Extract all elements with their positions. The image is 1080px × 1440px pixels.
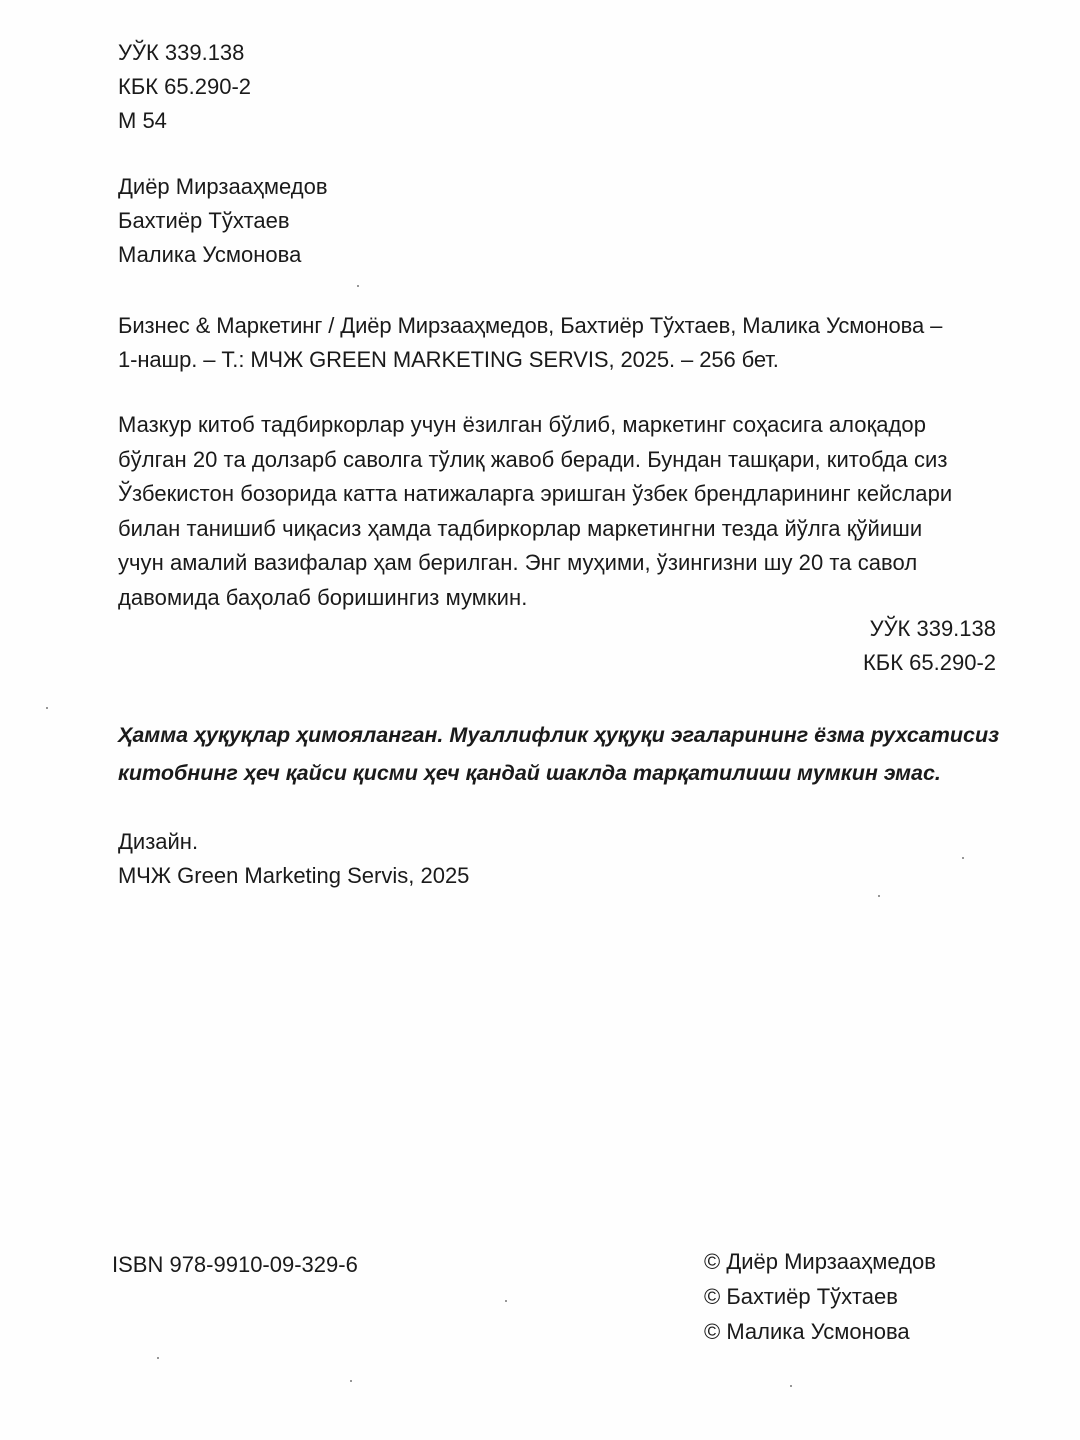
scan-speck <box>357 285 359 287</box>
bbk-code: КБК 65.290-2 <box>118 74 252 99</box>
abstract-line: бўлган 20 та долзарб саволга тўлиқ жавоб беради. Бундан ташқари, китобда сиз <box>118 446 948 472</box>
bibliographic-record <box>118 309 998 377</box>
isbn <box>112 1248 358 1282</box>
abstract-line: билан танишиб чиқасиз ҳамда тадбиркорлар маркетингни тезда йўлга қўйиши <box>118 515 923 541</box>
scan-speck <box>157 1357 159 1359</box>
copyright-holder: © Малика Усмонова <box>704 1319 910 1344</box>
author-mark: М 54 <box>118 108 167 133</box>
abstract-line: давомида баҳолаб боришингиз мумкин. <box>118 584 528 610</box>
copyright-holders <box>704 1244 936 1349</box>
design-label: Дизайн. <box>118 829 199 854</box>
abstract-classification-codes <box>863 612 996 680</box>
abstract-line: учун амалий вазифалар ҳам берилган. Энг муҳими, ўзингизни шу 20 та савол <box>118 550 918 575</box>
author-name: Диёр Мирзааҳмедов <box>118 174 328 199</box>
copyright-notice-line: китобнинг ҳеч қайси қисми ҳеч қандай шаклда тарқатилиши мумкин эмас. <box>118 761 941 785</box>
scan-speck <box>962 857 964 859</box>
bbk-code: КБК 65.290-2 <box>862 650 996 675</box>
isbn-number: ISBN 978-9910-09-329-6 <box>112 1252 358 1277</box>
author-name: Бахтиёр Тўхтаев <box>118 208 290 233</box>
bibliographic-line: 1-нашр. – Т.: МЧЖ GREEN MARKETING SERVIS, 2025. – 256 бет. <box>118 347 779 372</box>
author-name: Малика Усмонова <box>118 242 302 267</box>
copyright-holder: © Бахтиёр Тўхтаев <box>704 1284 898 1309</box>
copyright-holder: © Диёр Мирзааҳмедов <box>704 1249 936 1274</box>
bibliographic-line: Бизнес & Маркетинг / Диёр Мирзааҳмедов, Бахтиёр Тўхтаев, Малика Усмонова – <box>118 313 943 338</box>
scan-speck <box>46 707 48 709</box>
copyright-notice <box>118 716 999 792</box>
abstract-paragraph <box>118 408 998 615</box>
copyright-notice-line: Ҳамма ҳуқуқлар ҳимояланган. Муаллифлик ҳуқуқи эгаларининг ёзма рухсатисиз <box>118 723 1000 747</box>
udk-code: УЎК 339.138 <box>869 616 996 641</box>
abstract-line: Ўзбекистон бозорида катта натижаларга эришган ўзбек брендларининг кейслари <box>118 481 953 506</box>
scan-speck <box>505 1300 507 1302</box>
classification-codes <box>118 36 251 138</box>
author-list <box>118 170 328 272</box>
abstract-line: Мазкур китоб тадбиркорлар учун ёзилган бўлиб, маркетинг соҳасига алоқадор <box>118 412 927 437</box>
design-studio: МЧЖ Green Marketing Servis, 2025 <box>118 863 470 888</box>
scan-speck <box>878 895 880 897</box>
scan-speck <box>350 1380 352 1382</box>
design-credit <box>118 825 469 893</box>
udk-code: УЎК 339.138 <box>118 40 245 65</box>
scan-speck <box>790 1385 792 1387</box>
